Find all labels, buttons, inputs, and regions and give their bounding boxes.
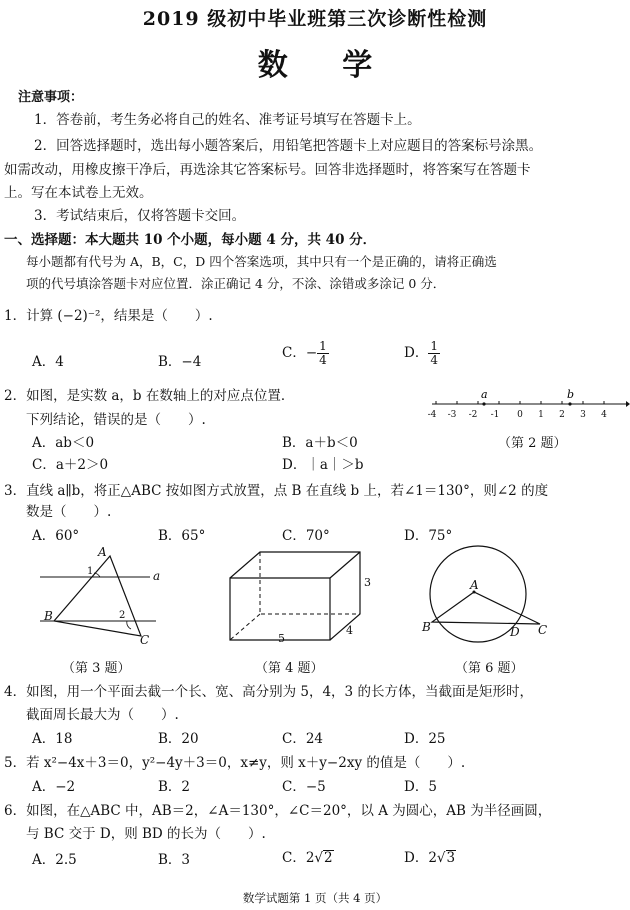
section-desc-2: 项的代号填涂答题卡对应位置．涂正确记 4 分，不涂、涂错或多涂记 0 分． — [26, 276, 446, 291]
q3-option-a: A．60° — [32, 528, 80, 544]
point-a-label: A — [470, 578, 479, 592]
vertex-a-label: A — [98, 545, 107, 559]
q4-stem-1: 4．如图，用一个平面去截一个长、宽、高分别为 5，4，3 的长方体，当截面是矩形时， — [4, 684, 533, 700]
notice-line-2b: 如需改动，用橡皮擦干净后，再选涂其它答案标号。回答非选择题时，将答案写在答题卡 — [4, 162, 531, 178]
width-label: 4 — [346, 624, 353, 637]
q3-option-d: D．75° — [404, 528, 453, 544]
exam-title: 2019 级初中毕业班第三次诊断性检测 — [142, 8, 488, 30]
axis-tick-label: -3 — [447, 410, 457, 420]
page-footer: 数学试题第 1 页（共 4 页） — [242, 891, 388, 905]
subject-title: 数 学 — [257, 48, 395, 83]
cuboid-hidden-diagonal — [230, 614, 260, 640]
q1-option-c-fraction: $\frac{1}{4}$ — [319, 339, 327, 367]
number-line-figure — [427, 384, 630, 424]
axis-tick-label: -1 — [490, 410, 500, 420]
q2-option-c: C．a＋2＞0 — [32, 457, 109, 473]
q5-option-d: D．5 — [404, 779, 437, 795]
axis-tick-label: 4 — [601, 410, 607, 420]
q3-stem-2: 数是（ ）. — [26, 504, 112, 520]
notice-line-2c: 上。写在本试卷上无效。 — [4, 185, 153, 201]
q3-option-b: B．65° — [158, 528, 206, 544]
point-c-label: C — [538, 623, 548, 637]
axis-tick-label: 2 — [559, 410, 565, 420]
notice-line-2a: 2．回答选择题时，选出每小题答案后，用铅笔把答题卡上对应题目的答案标号涂黑。 — [34, 138, 543, 154]
axis-tick-label: -2 — [468, 410, 478, 420]
q5-option-c: C．−5 — [282, 779, 326, 795]
angle-1-label: 1 — [87, 566, 94, 577]
point-d-label: D — [510, 625, 520, 639]
point-b — [568, 402, 571, 405]
q3-option-c: C．70° — [282, 528, 330, 544]
point-b-label: B — [422, 620, 431, 634]
q4-stem-2: 截面周长最大为（ ）. — [26, 707, 179, 723]
axis-tick-label: 1 — [538, 410, 544, 420]
q5-stem: 5．若 x²−4x＋3＝0，y²−4y＋3＝0，x≠y，则 x＋y−2xy 的值是（ ）. — [4, 755, 466, 771]
q1-option-a: A．4 — [32, 354, 64, 370]
q4-figure-caption: （第 4 题） — [255, 661, 324, 676]
q3-figure-caption: （第 3 题） — [62, 661, 131, 676]
figure-6-circle — [420, 540, 560, 656]
label-b: b — [567, 388, 575, 401]
q6-option-b: B．3 — [158, 852, 191, 868]
axis-tick-label: 0 — [517, 410, 523, 420]
point-a — [482, 402, 485, 405]
q6-option-c: C．2√2 — [282, 850, 333, 866]
height-label: 3 — [364, 576, 371, 589]
q5-option-b: B．2 — [158, 779, 191, 795]
q6-stem-2: 与 BC 交于 D，则 BD 的长为（ ）. — [26, 826, 266, 842]
q6-stem-1: 6．如图，在△ABC 中，AB＝2，∠A＝130°，∠C＝20°，以 A 为圆心，AB 为半径画圆， — [4, 803, 552, 819]
angle-2-arc — [127, 621, 131, 629]
q4-option-b: B．20 — [158, 731, 199, 747]
q6-option-a: A．2.5 — [32, 852, 77, 868]
q1-option-d-prefix: D． — [404, 345, 429, 361]
cuboid-back-edges — [230, 552, 360, 640]
axis-tick-label: 3 — [580, 410, 586, 420]
notice-line-3: 3．考试结束后，仅将答题卡交回。 — [34, 208, 246, 224]
triangle-abc — [54, 556, 141, 636]
q5-option-a: A．−2 — [32, 779, 76, 795]
q4-option-c: C．24 — [282, 731, 324, 747]
q2-option-a: A．ab＜0 — [32, 435, 95, 451]
q6-option-d: D．2√3 — [404, 850, 456, 866]
q1-option-d-fraction: $\frac{1}{4}$ — [430, 339, 438, 367]
section-desc-1: 每小题都有代号为 A，B，C，D 四个答案选项，其中只有一个是正确的，请将正确选 — [26, 254, 497, 269]
q4-option-d: D．25 — [404, 731, 446, 747]
cuboid-hidden-edges — [260, 552, 360, 614]
q6-figure-caption: （第 6 题） — [455, 661, 524, 676]
q1-stem: 1．计算 (−2)⁻²，结果是（ ）. — [4, 308, 213, 324]
length-label: 5 — [278, 632, 285, 645]
cuboid-front-face — [230, 578, 330, 640]
q1-option-b: B．−4 — [158, 354, 202, 370]
number-line-arrow — [626, 401, 630, 407]
q1-option-c — [282, 340, 329, 367]
vertex-b-label: B — [44, 609, 53, 623]
cuboid-top-edge — [330, 552, 360, 578]
q2-stem-2: 下列结论，错误的是（ ）. — [26, 412, 206, 428]
line-a-label: a — [153, 569, 161, 583]
label-a: a — [481, 388, 488, 401]
vertex-c-label: C — [140, 633, 150, 647]
angle-2-label: 2 — [119, 610, 126, 621]
figure-4-cuboid — [220, 548, 380, 648]
q2-option-b: B．a＋b＜0 — [282, 435, 358, 451]
q3-stem-1: 3．直线 a∥b，将正△ABC 按如图方式放置，点 B 在直线 b 上，若∠1＝130°，则∠2 的度 — [4, 483, 549, 499]
notice-line-1: 1．答卷前，考生务必将自己的姓名、准考证号填写在答题卡上。 — [34, 112, 421, 128]
axis-tick-label: -4 — [427, 410, 437, 420]
section-heading: 一、选择题：本大题共 10 个小题，每小题 4 分，共 40 分． — [4, 232, 377, 248]
notice-heading: 注意事项： — [18, 90, 84, 105]
q2-option-d: D．｜a｜＞b — [282, 457, 364, 473]
q4-option-a: A．18 — [32, 731, 73, 747]
q2-stem-1: 2．如图，是实数 a，b 在数轴上的对应点位置． — [4, 388, 295, 404]
figure-3-triangle — [30, 544, 170, 652]
q1-option-d — [404, 340, 440, 367]
q1-option-c-prefix: C．− — [282, 345, 318, 361]
q2-figure-caption: （第 2 题） — [498, 436, 567, 451]
